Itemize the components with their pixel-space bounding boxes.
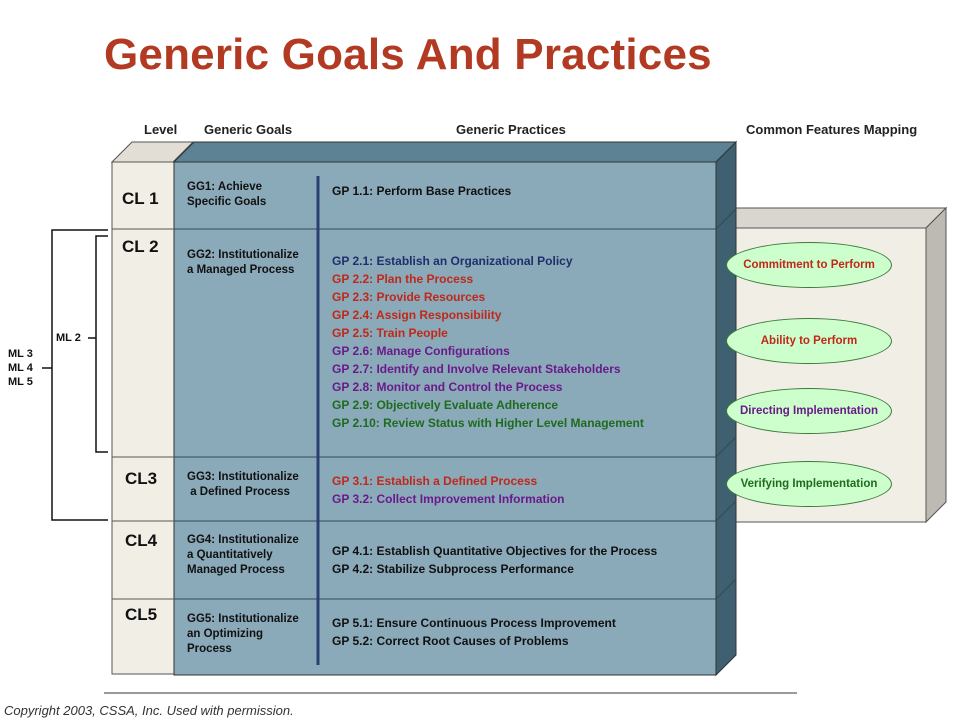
generic-practice-item: GP 2.6: Manage Configurations: [332, 344, 510, 358]
copyright-notice: Copyright 2003, CSSA, Inc. Used with permission.: [4, 703, 294, 718]
generic-practice-item: GP 5.2: Correct Root Causes of Problems: [332, 634, 569, 648]
header-common-features-mapping: Common Features Mapping: [746, 122, 918, 137]
ml345-label: ML 3 ML 4 ML 5: [8, 348, 33, 388]
level-label-cl5: CL5: [125, 605, 158, 624]
generic-practice-item: GP 2.8: Monitor and Control the Process: [332, 380, 563, 394]
generic-practice-item: GP 3.1: Establish a Defined Process: [332, 474, 538, 488]
practice-group-cl5: [332, 614, 616, 650]
generic-practice-item: GP 2.9: Objectively Evaluate Adherence: [332, 398, 559, 412]
generic-practice-item: GP 4.1: Establish Quantitative Objectives for the Process: [332, 544, 658, 558]
level-label-cl1: CL 1: [122, 189, 159, 208]
generic-practice-item: GP 4.2: Stabilize Subprocess Performance: [332, 562, 574, 576]
generic-practice-item: GP 3.2: Collect Improvement Information: [332, 492, 565, 506]
level-label-cl4: CL4: [125, 531, 158, 550]
generic-goal-gg5: GG5: Institutionalize an Optimizing Process: [187, 613, 299, 655]
generic-goal-gg2: GG2: Institutionalize a Managed Process: [187, 249, 299, 276]
ml2-label: ML 2: [56, 332, 81, 344]
practice-group-cl2: [332, 252, 644, 432]
generic-goal-gg4: GG4: Institutionalize a Quantitatively Managed Process: [187, 534, 299, 576]
generic-practice-item: GP 1.1: Perform Base Practices: [332, 184, 512, 198]
ml345-bracket: [42, 230, 108, 520]
generic-practice-item: GP 2.1: Establish an Organizational Policy: [332, 254, 573, 268]
practice-group-cl4: [332, 542, 657, 578]
generic-goal-gg1: GG1: Achieve Specific Goals: [187, 181, 267, 208]
common-feature-verifying: Verifying Implementation: [726, 461, 892, 507]
level-label-cl2: CL 2: [122, 237, 159, 256]
common-feature-directing: Directing Implementation: [726, 388, 892, 434]
header-generic-goals: Generic Goals: [204, 122, 293, 137]
generic-practice-item: GP 5.1: Ensure Continuous Process Improvement: [332, 616, 616, 630]
common-feature-commitment: Commitment to Perform: [726, 242, 892, 288]
page-title: Generic Goals And Practices: [104, 30, 712, 79]
generic-practice-item: GP 2.5: Train People: [332, 326, 448, 340]
generic-goal-gg3: GG3: Institutionalize a Defined Process: [187, 471, 299, 498]
generic-practice-item: GP 2.3: Provide Resources: [332, 290, 486, 304]
generic-practice-item: GP 2.2: Plan the Process: [332, 272, 474, 286]
ml2-bracket: [88, 236, 108, 452]
common-feature-ability: Ability to Perform: [726, 318, 892, 364]
generic-practice-item: GP 2.4: Assign Responsibility: [332, 308, 502, 322]
generic-practice-item: GP 2.10: Review Status with Higher Level Management: [332, 416, 644, 430]
header-generic-practices: Generic Practices: [456, 122, 566, 137]
header-level: Level: [144, 122, 178, 137]
level-label-cl3: CL3: [125, 469, 158, 488]
practice-group-cl1: [332, 182, 511, 200]
generic-practice-item: GP 2.7: Identify and Involve Relevant Stakeholders: [332, 362, 621, 376]
practice-group-cl3: [332, 472, 565, 508]
